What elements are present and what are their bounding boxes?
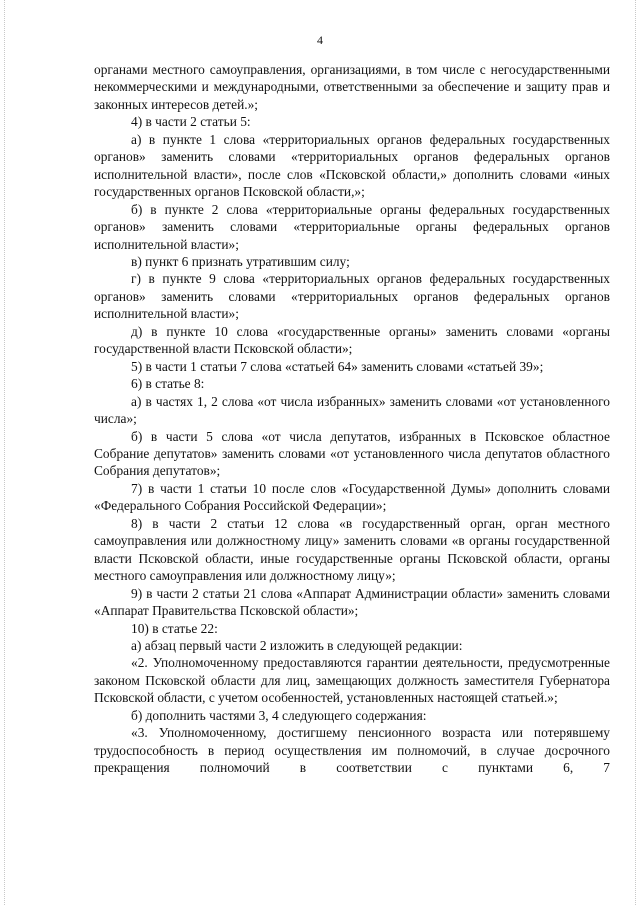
paragraph-10: а) в частях 1, 2 слова «от числа избранных» заменить словами «от установленного числа»;: [94, 393, 610, 427]
paragraph-19: «3. Уполномоченному, достигшему пенсионного возраста или потерявшему трудоспособность в период осуществления им полномочий, в случае досрочного прекращения полномочий в соответствии с пунктами 6, 7: [94, 725, 610, 776]
paragraph-1: органами местного самоуправления, организациями, в том числе с негосударственными некоммерческими и международными, ответственными за обеспечение и защиту прав и законных интересов детей.»;: [94, 62, 610, 112]
paragraph-17: «2. Уполномоченному предоставляются гарантии деятельности, предусмотренные законом Псковской области для лиц, замещающих должность заместителя Губернатора Псковской области, с учетом особенностей, установленных настоящей статьей.»;: [94, 655, 610, 706]
paragraph-5: в) пункт 6 признать утратившим силу;: [131, 253, 350, 269]
paragraph-15: 10) в статье 22:: [131, 620, 218, 636]
paragraph-12: 7) в части 1 статьи 10 после слов «Государственной Думы» дополнить словами «Федерального Собрания Российской Федерации»;: [94, 480, 610, 514]
paragraph-9: 6) в статье 8:: [131, 376, 205, 392]
paragraph-11: б) в части 5 слова «от числа депутатов, избранных в Псковское областное Собрание депутатов» заменить словами «от установленного числа депутатов областного Собрания депутатов»;: [94, 428, 610, 479]
paragraph-8: 5) в части 1 статьи 7 слова «статьей 64» заменить словами «статьей 39»;: [131, 358, 544, 374]
paragraph-4: б) в пункте 2 слова «территориальные органы федеральных государственных органов» заменить словами «территориальные органы федеральных органов исполнительной власти»;: [94, 201, 610, 252]
scan-edge-right: [635, 0, 637, 905]
paragraph-2: 4) в части 2 статьи 5:: [131, 114, 251, 130]
paragraph-18: б) дополнить частями 3, 4 следующего содержания:: [131, 707, 427, 723]
paragraph-14: 9) в части 2 статьи 21 слова «Аппарат Администрации области» заменить словами «Аппарат Правительства Псковской области»;: [94, 585, 610, 619]
paragraph-3: а) в пункте 1 слова «территориальных органов федеральных государственных органов» заменить словами «территориальных органов федеральных органов исполнительной власти», после слов «Псковской области,» дополнить словами «иных государственных органов Псковской области,»;: [94, 131, 610, 200]
paragraph-7: д) в пункте 10 слова «государственные органы» заменить словами «органы государственной власти Псковской области»;: [94, 323, 610, 357]
document-body: [94, 61, 610, 777]
page-number: 4: [317, 33, 323, 47]
paragraph-16: а) абзац первый части 2 изложить в следующей редакции:: [131, 637, 463, 653]
paragraph-13: 8) в части 2 статьи 12 слова «в государственный орган, орган местного самоуправления или должностному лицу» заменить словами «в органы государственной власти Псковской области, иные государственные органы Псковской области, органы местного самоуправления или должностному лицу»;: [94, 515, 610, 584]
scan-edge-left: [4, 0, 6, 905]
paragraph-6: г) в пункте 9 слова «территориальных органов федеральных государственных органов» заменить словами «территориальных органов федеральных органов исполнительной власти»;: [94, 271, 610, 322]
